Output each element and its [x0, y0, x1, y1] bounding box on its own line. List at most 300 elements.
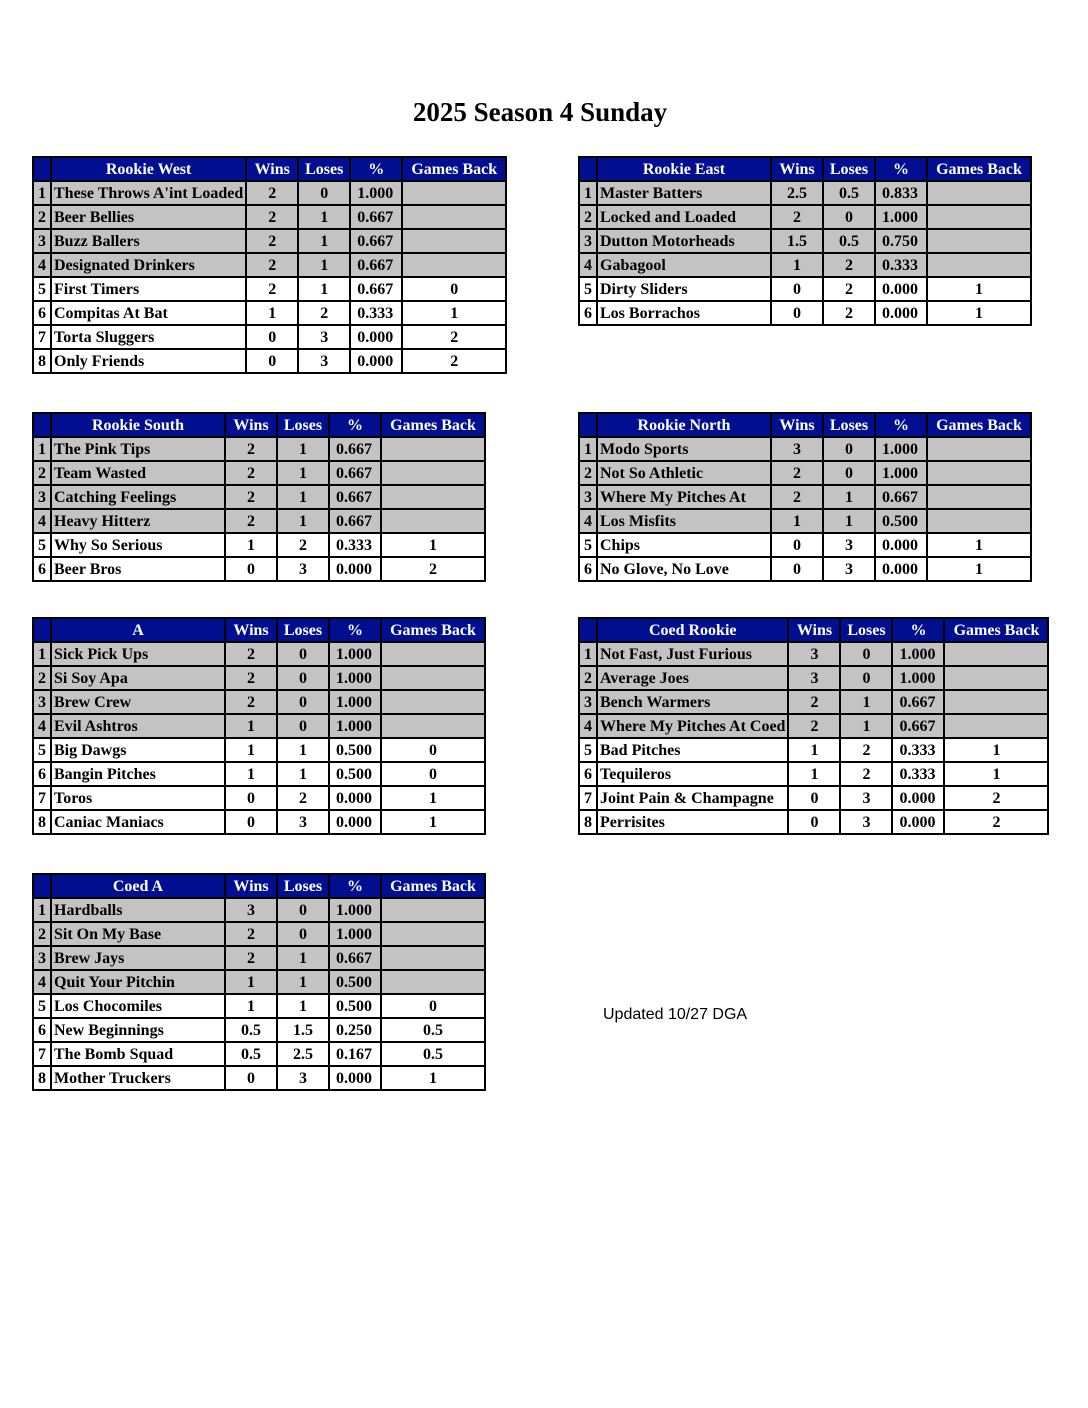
loses-cell: 0: [840, 642, 892, 666]
loses-cell: 1: [277, 509, 329, 533]
loses-cell: 0: [277, 898, 329, 922]
pct-cell: 1.000: [875, 205, 927, 229]
wins-cell: 0: [771, 277, 823, 301]
loses-cell: 0: [277, 690, 329, 714]
division-table: [32, 617, 486, 835]
table-row: [33, 810, 485, 834]
team-name: The Bomb Squad: [51, 1042, 225, 1066]
loses-cell: 1: [840, 714, 892, 738]
table-row: [33, 301, 506, 325]
rank-cell: 6: [579, 557, 597, 581]
loses-cell: 3: [823, 557, 875, 581]
pct-header: %: [350, 157, 402, 181]
pct-cell: 0.250: [329, 1018, 381, 1042]
games-back-cell: [381, 437, 485, 461]
games-back-cell: 1: [927, 557, 1031, 581]
games-back-cell: [381, 642, 485, 666]
rank-cell: 6: [33, 557, 51, 581]
games-back-cell: 1: [402, 301, 506, 325]
games-back-cell: [402, 181, 506, 205]
loses-cell: 3: [298, 325, 350, 349]
wins-cell: 2: [225, 461, 277, 485]
table-row: [33, 898, 485, 922]
table-row: [579, 642, 1048, 666]
games-back-cell: 2: [402, 325, 506, 349]
wins-cell: 2: [225, 666, 277, 690]
rank-cell: 8: [33, 349, 51, 373]
table-row: [579, 205, 1031, 229]
wins-cell: 3: [771, 437, 823, 461]
wins-cell: 2: [225, 642, 277, 666]
team-name: Bad Pitches: [597, 738, 788, 762]
team-name: Designated Drinkers: [51, 253, 246, 277]
table-header-row: [33, 874, 485, 898]
loses-cell: 1: [840, 690, 892, 714]
table-header-row: [579, 157, 1031, 181]
wins-cell: 0: [246, 325, 298, 349]
games-back-header: Games Back: [927, 413, 1031, 437]
rank-header-cell: [33, 413, 51, 437]
team-name: Torta Sluggers: [51, 325, 246, 349]
games-back-cell: [927, 461, 1031, 485]
team-name: Heavy Hitterz: [51, 509, 225, 533]
games-back-cell: [944, 714, 1048, 738]
wins-cell: 1: [246, 301, 298, 325]
table-row: [33, 509, 485, 533]
games-back-cell: 1: [381, 810, 485, 834]
rank-cell: 4: [33, 970, 51, 994]
page-title: 2025 Season 4 Sunday: [412, 97, 668, 127]
table-row: [33, 666, 485, 690]
wins-header: Wins: [246, 157, 298, 181]
loses-cell: 0: [823, 461, 875, 485]
pct-header: %: [892, 618, 944, 642]
table-row: [579, 229, 1031, 253]
rank-cell: 4: [33, 253, 51, 277]
loses-cell: 1: [823, 509, 875, 533]
rank-cell: 2: [579, 666, 597, 690]
loses-cell: 1: [277, 946, 329, 970]
table-row: [579, 533, 1031, 557]
rank-header-cell: [579, 618, 597, 642]
rank-cell: 6: [33, 1018, 51, 1042]
wins-cell: 3: [225, 898, 277, 922]
wins-cell: 1.5: [771, 229, 823, 253]
rank-cell: 5: [579, 738, 597, 762]
team-name: Where My Pitches At: [597, 485, 771, 509]
pct-cell: 0.000: [329, 1066, 381, 1090]
table-row: [579, 277, 1031, 301]
wins-header: Wins: [225, 413, 277, 437]
games-back-cell: [944, 666, 1048, 690]
loses-cell: 0: [840, 666, 892, 690]
team-name: Beer Bellies: [51, 205, 246, 229]
wins-cell: 2: [225, 437, 277, 461]
division-table: [578, 412, 1032, 582]
games-back-cell: 0: [381, 994, 485, 1018]
loses-cell: 2: [298, 301, 350, 325]
table-row: [33, 325, 506, 349]
wins-cell: 0: [771, 533, 823, 557]
loses-cell: 0: [277, 714, 329, 738]
wins-cell: 0: [788, 786, 840, 810]
pct-cell: 0.000: [875, 277, 927, 301]
pct-cell: 0.000: [329, 786, 381, 810]
wins-cell: 0: [771, 557, 823, 581]
rank-cell: 3: [579, 229, 597, 253]
table-row: [33, 277, 506, 301]
wins-cell: 1: [225, 762, 277, 786]
loses-cell: 0.5: [823, 229, 875, 253]
games-back-cell: [381, 970, 485, 994]
team-name: Brew Jays: [51, 946, 225, 970]
games-back-cell: [927, 205, 1031, 229]
table-row: [579, 762, 1048, 786]
loses-header: Loses: [823, 157, 875, 181]
games-back-cell: 0: [381, 738, 485, 762]
team-name: No Glove, No Love: [597, 557, 771, 581]
loses-cell: 0: [277, 642, 329, 666]
division-table: [32, 412, 486, 582]
table-header-row: [33, 157, 506, 181]
wins-cell: 2: [225, 946, 277, 970]
wins-cell: 0.5: [225, 1042, 277, 1066]
games-back-cell: 0.5: [381, 1018, 485, 1042]
pct-cell: 0.667: [329, 437, 381, 461]
loses-cell: 3: [277, 810, 329, 834]
wins-cell: 0.5: [225, 1018, 277, 1042]
games-back-cell: 0: [381, 762, 485, 786]
games-back-cell: [927, 181, 1031, 205]
games-back-cell: 2: [944, 810, 1048, 834]
table-row: [33, 1042, 485, 1066]
games-back-cell: 2: [944, 786, 1048, 810]
pct-cell: 0.833: [875, 181, 927, 205]
games-back-cell: [927, 229, 1031, 253]
rank-cell: 3: [579, 690, 597, 714]
rank-cell: 5: [33, 277, 51, 301]
rank-cell: 6: [579, 762, 597, 786]
rank-cell: 7: [33, 1042, 51, 1066]
table-header-row: [579, 413, 1031, 437]
games-back-cell: 0.5: [381, 1042, 485, 1066]
games-back-cell: [381, 714, 485, 738]
pct-cell: 0.667: [329, 485, 381, 509]
table-row: [33, 738, 485, 762]
pct-cell: 0.333: [892, 762, 944, 786]
table-row: [33, 1066, 485, 1090]
pct-cell: 0.667: [329, 946, 381, 970]
rank-cell: 8: [579, 810, 597, 834]
wins-header: Wins: [771, 157, 823, 181]
pct-cell: 0.500: [329, 738, 381, 762]
loses-cell: 2.5: [277, 1042, 329, 1066]
rank-cell: 6: [33, 762, 51, 786]
table-row: [579, 181, 1031, 205]
wins-cell: 0: [225, 810, 277, 834]
games-back-cell: [381, 666, 485, 690]
rank-cell: 1: [33, 181, 51, 205]
games-back-cell: 1: [944, 762, 1048, 786]
team-name: Catching Feelings: [51, 485, 225, 509]
pct-cell: 0.500: [329, 970, 381, 994]
loses-cell: 2: [840, 738, 892, 762]
games-back-cell: [944, 690, 1048, 714]
games-back-header: Games Back: [381, 618, 485, 642]
pct-cell: 0.000: [892, 786, 944, 810]
table-header-row: [33, 618, 485, 642]
team-name: Big Dawgs: [51, 738, 225, 762]
games-back-cell: [381, 922, 485, 946]
wins-cell: 3: [788, 642, 840, 666]
rank-cell: 3: [33, 946, 51, 970]
division-table: [32, 873, 486, 1091]
pct-cell: 0.000: [329, 810, 381, 834]
loses-cell: 1.5: [277, 1018, 329, 1042]
table-row: [33, 762, 485, 786]
loses-header: Loses: [840, 618, 892, 642]
rank-header-cell: [33, 157, 51, 181]
rank-cell: 3: [33, 229, 51, 253]
games-back-header: Games Back: [944, 618, 1048, 642]
games-back-cell: 1: [927, 301, 1031, 325]
pct-cell: 1.000: [892, 666, 944, 690]
loses-cell: 0.5: [823, 181, 875, 205]
pct-cell: 0.000: [329, 557, 381, 581]
rank-cell: 1: [579, 181, 597, 205]
games-back-cell: 2: [402, 349, 506, 373]
wins-cell: 1: [771, 253, 823, 277]
team-name: Hardballs: [51, 898, 225, 922]
pct-cell: 0.500: [329, 994, 381, 1018]
loses-cell: 3: [840, 810, 892, 834]
games-back-cell: 1: [927, 277, 1031, 301]
wins-cell: 2: [246, 205, 298, 229]
wins-cell: 2: [771, 461, 823, 485]
rank-cell: 1: [579, 642, 597, 666]
pct-header: %: [875, 157, 927, 181]
team-name: Compitas At Bat: [51, 301, 246, 325]
division-table: [32, 156, 507, 374]
rank-cell: 3: [33, 485, 51, 509]
pct-cell: 1.000: [350, 181, 402, 205]
games-back-header: Games Back: [381, 413, 485, 437]
pct-cell: 1.000: [329, 898, 381, 922]
table-header-row: [33, 413, 485, 437]
team-name: Los Misfits: [597, 509, 771, 533]
table-row: [33, 714, 485, 738]
wins-cell: 0: [246, 349, 298, 373]
team-name: Si Soy Apa: [51, 666, 225, 690]
pct-cell: 0.167: [329, 1042, 381, 1066]
division-name: Rookie West: [51, 157, 246, 181]
pct-cell: 0.667: [350, 229, 402, 253]
division-name: Coed A: [51, 874, 225, 898]
wins-cell: 3: [788, 666, 840, 690]
team-name: Locked and Loaded: [597, 205, 771, 229]
table-row: [33, 229, 506, 253]
rank-cell: 2: [33, 205, 51, 229]
pct-cell: 0.000: [892, 810, 944, 834]
team-name: Chips: [597, 533, 771, 557]
loses-cell: 1: [277, 738, 329, 762]
loses-header: Loses: [277, 874, 329, 898]
rank-cell: 4: [33, 714, 51, 738]
loses-cell: 0: [277, 922, 329, 946]
table-row: [33, 946, 485, 970]
table-row: [33, 994, 485, 1018]
pct-cell: 0.000: [875, 533, 927, 557]
table-row: [579, 738, 1048, 762]
rank-cell: 1: [33, 642, 51, 666]
wins-cell: 2: [788, 714, 840, 738]
wins-cell: 2.5: [771, 181, 823, 205]
loses-cell: 0: [823, 205, 875, 229]
table-row: [579, 485, 1031, 509]
rank-cell: 5: [579, 533, 597, 557]
loses-header: Loses: [298, 157, 350, 181]
games-back-cell: [927, 485, 1031, 509]
loses-cell: 2: [823, 301, 875, 325]
rank-cell: 5: [33, 533, 51, 557]
team-name: Mother Truckers: [51, 1066, 225, 1090]
pct-cell: 0.500: [875, 509, 927, 533]
team-name: Master Batters: [597, 181, 771, 205]
loses-cell: 3: [277, 557, 329, 581]
rank-cell: 2: [33, 922, 51, 946]
wins-cell: 0: [771, 301, 823, 325]
loses-cell: 1: [298, 277, 350, 301]
team-name: First Timers: [51, 277, 246, 301]
wins-cell: 0: [225, 1066, 277, 1090]
team-name: Los Borrachos: [597, 301, 771, 325]
table-row: [579, 557, 1031, 581]
rank-cell: 1: [33, 437, 51, 461]
team-name: Gabagool: [597, 253, 771, 277]
division-name: Rookie North: [597, 413, 771, 437]
division-name: A: [51, 618, 225, 642]
wins-cell: 2: [225, 509, 277, 533]
games-back-cell: [402, 205, 506, 229]
games-back-cell: 1: [381, 786, 485, 810]
games-back-cell: [944, 642, 1048, 666]
table-row: [579, 461, 1031, 485]
loses-cell: 1: [298, 205, 350, 229]
team-name: Tequileros: [597, 762, 788, 786]
rank-header-cell: [579, 413, 597, 437]
table-row: [33, 205, 506, 229]
table-row: [33, 349, 506, 373]
table-row: [33, 642, 485, 666]
team-name: Modo Sports: [597, 437, 771, 461]
games-back-cell: [381, 485, 485, 509]
table-row: [579, 714, 1048, 738]
pct-cell: 1.000: [875, 437, 927, 461]
pct-cell: 1.000: [875, 461, 927, 485]
pct-cell: 0.333: [875, 253, 927, 277]
team-name: Why So Serious: [51, 533, 225, 557]
wins-cell: 1: [788, 762, 840, 786]
loses-cell: 0: [298, 181, 350, 205]
team-name: Los Chocomiles: [51, 994, 225, 1018]
wins-cell: 1: [225, 970, 277, 994]
team-name: Bench Warmers: [597, 690, 788, 714]
table-row: [33, 437, 485, 461]
rank-cell: 5: [33, 738, 51, 762]
games-back-cell: 1: [944, 738, 1048, 762]
wins-cell: 2: [246, 181, 298, 205]
wins-cell: 1: [788, 738, 840, 762]
rank-cell: 5: [33, 994, 51, 1018]
wins-cell: 1: [225, 714, 277, 738]
pct-cell: 0.667: [350, 277, 402, 301]
division-name: Rookie South: [51, 413, 225, 437]
loses-cell: 1: [277, 485, 329, 509]
table-row: [33, 690, 485, 714]
games-back-cell: [927, 253, 1031, 277]
loses-cell: 1: [298, 229, 350, 253]
rank-cell: 4: [33, 509, 51, 533]
table-row: [579, 437, 1031, 461]
loses-cell: 0: [823, 437, 875, 461]
team-name: Where My Pitches At Coed: [597, 714, 788, 738]
wins-cell: 1: [225, 738, 277, 762]
games-back-header: Games Back: [381, 874, 485, 898]
rank-cell: 3: [579, 485, 597, 509]
games-back-cell: [381, 509, 485, 533]
loses-header: Loses: [277, 413, 329, 437]
rank-cell: 5: [579, 277, 597, 301]
team-name: New Beginnings: [51, 1018, 225, 1042]
team-name: Dutton Motorheads: [597, 229, 771, 253]
pct-cell: 0.667: [329, 509, 381, 533]
wins-cell: 2: [788, 690, 840, 714]
pct-cell: 1.000: [329, 922, 381, 946]
loses-cell: 1: [277, 461, 329, 485]
team-name: Dirty Sliders: [597, 277, 771, 301]
rank-header-cell: [33, 618, 51, 642]
pct-cell: 0.500: [329, 762, 381, 786]
pct-header: %: [329, 413, 381, 437]
team-name: Only Friends: [51, 349, 246, 373]
table-row: [33, 970, 485, 994]
games-back-cell: [402, 253, 506, 277]
loses-cell: 2: [277, 786, 329, 810]
wins-header: Wins: [788, 618, 840, 642]
pct-cell: 1.000: [329, 666, 381, 690]
games-back-header: Games Back: [927, 157, 1031, 181]
team-name: Bangin Pitches: [51, 762, 225, 786]
loses-cell: 1: [823, 485, 875, 509]
rank-cell: 2: [579, 205, 597, 229]
team-name: Evil Ashtros: [51, 714, 225, 738]
pct-cell: 0.333: [350, 301, 402, 325]
table-row: [579, 810, 1048, 834]
division-table: [578, 617, 1049, 835]
games-back-cell: [402, 229, 506, 253]
rank-header-cell: [579, 157, 597, 181]
pct-cell: 0.000: [875, 557, 927, 581]
rank-cell: 8: [33, 1066, 51, 1090]
table-row: [33, 485, 485, 509]
table-row: [33, 461, 485, 485]
team-name: Not So Athletic: [597, 461, 771, 485]
loses-cell: 1: [277, 437, 329, 461]
rank-cell: 8: [33, 810, 51, 834]
games-back-cell: [381, 898, 485, 922]
games-back-cell: 2: [381, 557, 485, 581]
games-back-cell: [927, 509, 1031, 533]
